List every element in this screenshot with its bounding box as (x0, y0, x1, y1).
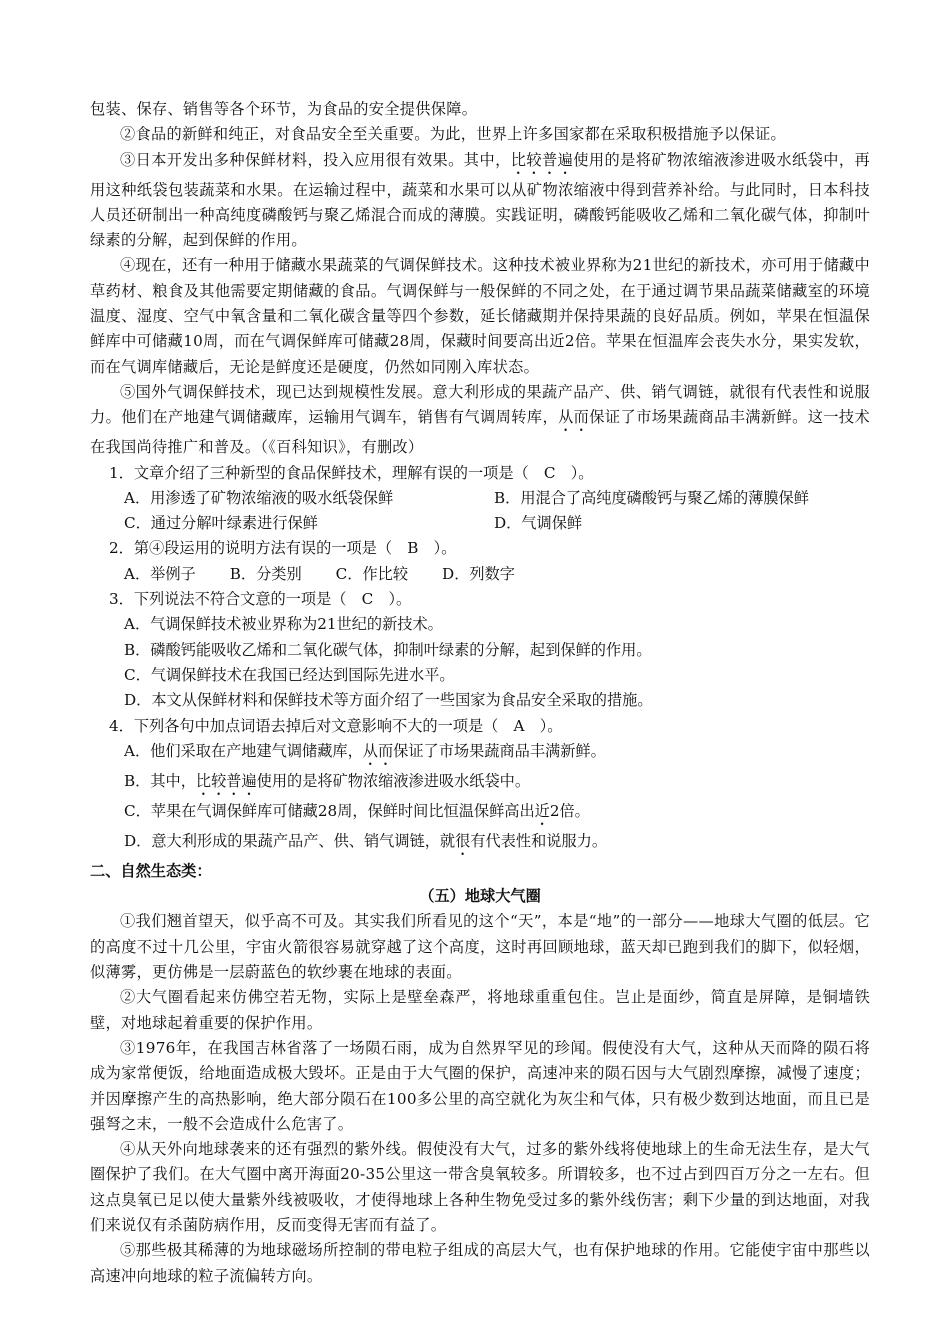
paragraph-5-text-b: 保证了市场果蔬商品丰满新鲜。这一技术在我国尚待推广和普及。（《百科知识》，有删改） (90, 408, 871, 457)
option-d: D．本文从保鲜材料和保鲜技术等方面介绍了一些国家为食品安全采取的措施。 (124, 691, 653, 710)
question-3: 3．下列说法不符合文意的一项是（ C ）。 (109, 590, 412, 609)
option-c-text-2: 2倍。 (549, 801, 590, 820)
option-d: D．气调保鲜 (494, 514, 583, 533)
option-a: A．举例子 (124, 564, 196, 583)
option-d: D．列数字 (442, 564, 515, 583)
paragraph-5-text-a: ⑤国外气调保鲜技术，现已达到规模性发展。意大利形成的果蔬产品产、供、销气调链，就很有代表性和说服力。他们在产地建气调储藏库，运输用气调车，销售有气调周转库， (90, 382, 870, 427)
question-1: 1．文章介绍了三种新型的食品保鲜技术，理解有误的一项是（ C ）。 (109, 463, 594, 482)
option-a-text-1: A．他们采取在产地建气调储藏库， (124, 741, 363, 760)
option-b (90, 769, 870, 799)
atmosphere-paragraph-2: ②大气圈看起来仿佛空若无物，实际上是壁垒森严，将地球重重包住。岂止是面纱，简直是屏障，是铜墙铁壁，对地球起着重要的保护作用。 (90, 988, 870, 1032)
atmosphere-paragraph-1: ①我们翘首望天，似乎高不可及。其实我们所看见的这个“天”，本是“地”的一部分——地球大气圈的低层。它的高度不过十几公里，宇宙火箭很容易就穿越了这个高度，这时再回顾地球，蓝天却已跑到我们的脚下，似轻烟，似薄雾，更仿佛是一层蔚蓝色的软纱裹在地球的表面。 (90, 912, 870, 982)
option-c: C．气调保鲜技术在我国已经达到国际先进水平。 (124, 665, 455, 684)
option-d-text-2: 有代表性和说服力。 (470, 831, 607, 850)
option-b-text-2: 使用的是将矿物浓缩液渗进吸水纸袋中。 (256, 771, 531, 790)
dotted-word: 比较普遍 (195, 771, 257, 790)
paragraph-5 (90, 380, 870, 461)
paragraph-3-text-a: ③日本开发出多种保鲜材料，投入应用很有效果。其中， (120, 150, 511, 169)
question-4: 4．下列各句中加点词语去掉后对文意影响不大的一项是（ A ）。 (109, 716, 563, 735)
paragraph-4: ④现在，还有一种用于储藏水果蔬菜的气调保鲜技术。这种技术被业界称为21世纪的新技术，亦可用于储藏中草药材、粮食及其他需要定期储藏的食品。气调保鲜与一般保鲜的不同之处，在于通过调节果品蔬菜储藏室的环境温度、湿度、空气中氧含量和二氧化碳含量等四个参数，延长储藏期并保持果蔬的良好品质。例如，苹果在恒温保鲜库中可储藏10周，而在气调保鲜库可储藏28周，保藏时间要高出近2倍。苹果在恒温库会丧失水分，果实发软，而在气调库储藏后，无论是鲜度还是硬度，仍然如同刚入库状态。 (90, 256, 870, 376)
question-2: 2．第④段运用的说明方法有误的一项是（ B ）。 (109, 539, 457, 558)
option-b: B．分类别 (229, 564, 302, 583)
paragraph-3-text-b: 使用的是将矿物浓缩液渗进吸水纸袋中，再用这种纸袋包装蔬菜和水果。在运输过程中，蔬菜和水果可以从矿物浓缩液中得到营养补给。与此同时，日本科技人员还研制出一种高纯度磷酸钙与聚乙烯混合而成的薄膜。实践证明，磷酸钙能吸收乙烯和二氧化碳气体，抑制叶绿素的分解，起到保鲜的作用。 (90, 150, 871, 250)
paragraph-continuation: 包装、保存、销售等各个环节，为食品的安全提供保障。 (90, 100, 478, 118)
dotted-word: 从而 (558, 408, 590, 427)
dotted-word: 很 (455, 831, 471, 850)
option-c-text-1: C．苹果在气调保鲜库可储藏28周，保鲜时间比恒温保鲜高出 (124, 801, 535, 820)
question-1-options-row-1 (90, 486, 870, 511)
option-c (90, 799, 870, 829)
option-c: C．通过分解叶绿素进行保鲜 (124, 514, 318, 533)
dotted-word: 近 (534, 801, 550, 820)
option-a: A．气调保鲜技术被业界称为21世纪的新技术。 (124, 615, 443, 634)
paragraph-3 (90, 148, 870, 254)
question-2-options (90, 562, 870, 587)
section-heading: 二、自然生态类： (90, 861, 212, 880)
option-d (90, 829, 870, 859)
option-d-text-1: D．意大利形成的果蔬产品产、供、销气调链，就 (124, 831, 456, 850)
article-title: （五）地球大气圈 (419, 887, 541, 906)
question-1-options-row-2 (90, 511, 870, 536)
option-b: B．磷酸钙能吸收乙烯和二氧化碳气体，抑制叶绿素的分解，起到保鲜的作用。 (124, 640, 652, 659)
option-a-text-2: 保证了市场果蔬商品丰满新鲜。 (393, 741, 606, 760)
option-c: C．作比较 (335, 564, 409, 583)
dotted-word: 比较普遍 (510, 150, 574, 169)
option-a (90, 739, 870, 769)
atmosphere-paragraph-4: ④从天外向地球袭来的还有强烈的紫外线。假使没有大气，过多的紫外线将使地球上的生命无法生存，是大气圈保护了我们。在大气圈中离开海面20-35公里这一带含臭氧较多。所谓较多，也不过占到四百万分之一左右。但这点臭氧已足以使大量紫外线被吸收，才使得地球上各种生物免受过多的紫外线伤害；剩下少量的到达地面，对我们来说仅有杀菌防病作用，反而变得无害而有益了。 (90, 1140, 870, 1234)
document-page (90, 97, 870, 1289)
option-b-text-1: B．其中， (124, 771, 196, 790)
atmosphere-paragraph-3: ③1976年，在我国吉林省落了一场陨石雨，成为自然界罕见的珍闻。假使没有大气，这种从天而降的陨石将成为家常便饭，给地面造成极大毁坏。正是由于大气圈的保护，高速冲来的陨石因与大气剧烈摩擦，减慢了速度；并因摩擦产生的高热影响，绝大部分陨石在100多公里的高空就化为灰尘和气体，只有极少数到达地面，而且已是强弩之末，一般不会造成什么危害了。 (90, 1038, 870, 1133)
option-a: A．用渗透了矿物浓缩液的吸水纸袋保鲜 (124, 488, 394, 507)
option-b: B．用混合了高纯度磷酸钙与聚乙烯的薄膜保鲜 (494, 488, 809, 507)
paragraph-2: ②食品的新鲜和纯正，对食品安全至关重要。为此，世界上许多国家都在采取积极措施予以保证。 (120, 125, 786, 144)
atmosphere-paragraph-5: ⑤那些极其稀薄的为地球磁场所控制的带电粒子组成的高层大气，也有保护地球的作用。它能使宇宙中那些以高速冲向地球的粒子流偏转方向。 (90, 1241, 870, 1285)
dotted-word: 从而 (362, 741, 394, 760)
